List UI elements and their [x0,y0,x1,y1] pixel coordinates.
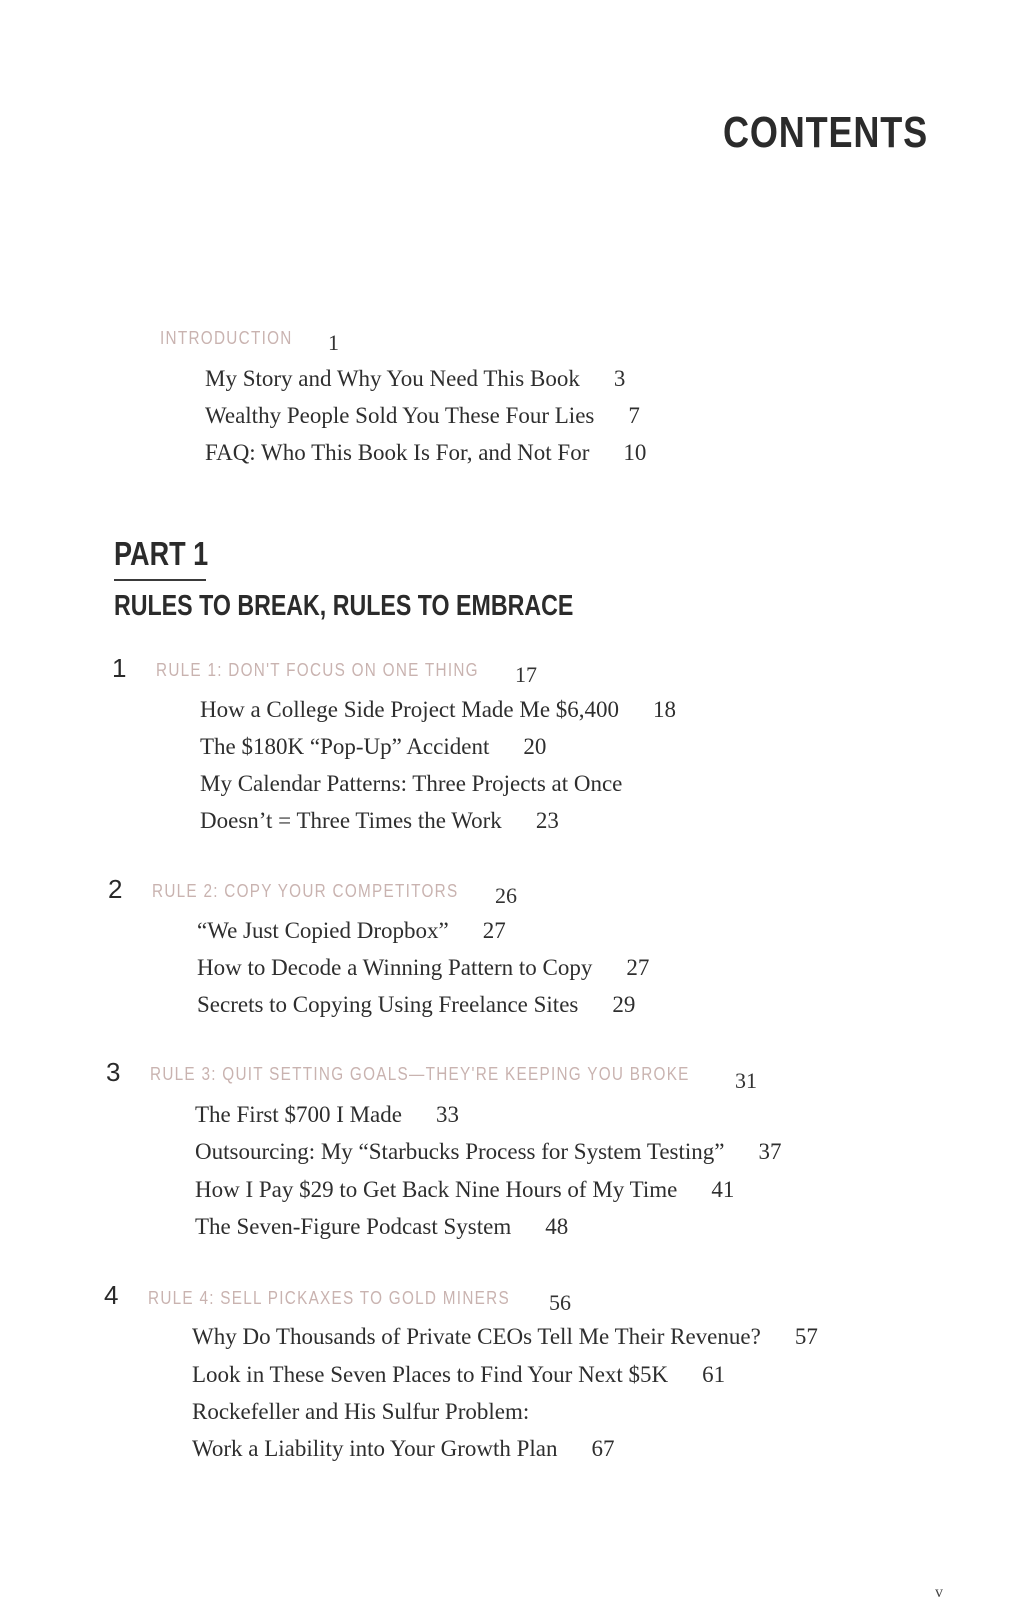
chapter-number: 1 [112,653,127,683]
toc-entry [200,697,676,723]
toc-entry-page: 57 [794,1324,818,1349]
toc-entry [200,771,622,797]
toc-entry-page: 48 [545,1214,569,1239]
toc-entry [205,440,646,466]
toc-entry-text: Doesn’t = Three Times the Work [200,808,502,833]
toc-entry-text: Wealthy People Sold You These Four Lies [205,403,595,428]
toc-entry-page: 23 [535,808,559,833]
toc-entry-text: Look in These Seven Places to Find Your Next $5K [192,1362,669,1387]
toc-entry-text: How I Pay $29 to Get Back Nine Hours of My Time [195,1177,678,1202]
toc-entry-page: 37 [758,1139,782,1164]
toc-entry [192,1324,818,1350]
toc-entry-text: Rockefeller and His Sulfur Problem: [192,1399,530,1424]
toc-entry-page: 10 [623,440,647,465]
toc-entry-text: My Calendar Patterns: Three Projects at Once [200,771,623,796]
toc-entry [205,366,625,392]
chapter-heading: RULE 1: DON'T FOCUS ON ONE THING [156,660,479,680]
chapter-number: 4 [104,1280,119,1310]
chapter-heading: RULE 3: QUIT SETTING GOALS—THEY'RE KEEPING YOU BROKE [150,1064,690,1084]
chapter-page-number: 31 [735,1068,757,1093]
toc-entry-text: Secrets to Copying Using Freelance Sites [197,992,579,1017]
chapter-heading: RULE 2: COPY YOUR COMPETITORS [152,881,459,901]
toc-entry [197,918,506,944]
chapter-number: 3 [106,1057,121,1087]
toc-entry [192,1399,529,1425]
toc-entry-page: 67 [591,1436,615,1461]
chapter-heading: RULE 4: SELL PICKAXES TO GOLD MINERS [148,1288,510,1308]
toc-entry-text: How to Decode a Winning Pattern to Copy [197,955,593,980]
toc-entry-text: The Seven-Figure Podcast System [195,1214,512,1239]
toc-entry-text: Work a Liability into Your Growth Plan [192,1436,558,1461]
toc-entry [195,1177,734,1203]
chapter-page-number: 56 [549,1290,571,1315]
toc-entry [197,992,635,1018]
part-label: PART 1 [114,535,209,572]
toc-entry [200,808,559,834]
toc-entry-text: FAQ: Who This Book Is For, and Not For [205,440,590,465]
toc-entry-page: 29 [612,992,636,1017]
introduction-page-number: 1 [328,330,339,355]
chapter-page-number: 26 [495,883,517,908]
toc-entry-page: 41 [711,1177,735,1202]
toc-entry-page: 33 [435,1102,459,1127]
toc-entry-text: My Story and Why You Need This Book [205,366,580,391]
chapter-number: 2 [108,874,123,904]
chapter-page-number: 17 [515,662,537,687]
introduction-heading: INTRODUCTION [160,328,293,348]
toc-entry-text: The $180K “Pop-Up” Accident [200,734,490,759]
toc-entry [205,403,640,429]
toc-entry-page: 3 [613,366,626,391]
toc-entry [195,1214,568,1240]
toc-entry-page: 18 [653,697,677,722]
toc-entry [197,955,649,981]
toc-entry [200,734,546,760]
toc-entry-page: 61 [702,1362,726,1387]
toc-entry-text: How a College Side Project Made Me $6,400 [200,697,620,722]
toc-entry-page: 20 [523,734,547,759]
toc-entry-page: 27 [626,955,650,980]
toc-entry-text: Outsourcing: My “Starbucks Process for System Testing” [195,1139,725,1164]
part-divider [114,579,206,581]
toc-entry [195,1102,459,1128]
toc-entry-text: “We Just Copied Dropbox” [197,918,449,943]
toc-entry-page: 7 [628,403,640,428]
toc-entry [192,1362,725,1388]
toc-entry-text: Why Do Thousands of Private CEOs Tell Me Their Revenue? [192,1324,761,1349]
toc-entry [195,1139,781,1165]
part-title: RULES TO BREAK, RULES TO EMBRACE [114,590,574,622]
toc-entry-page: 27 [482,918,506,943]
toc-entry [192,1436,615,1462]
page-folio: v [935,1584,943,1601]
page-title: CONTENTS [723,108,928,157]
toc-entry-text: The First $700 I Made [195,1102,402,1127]
